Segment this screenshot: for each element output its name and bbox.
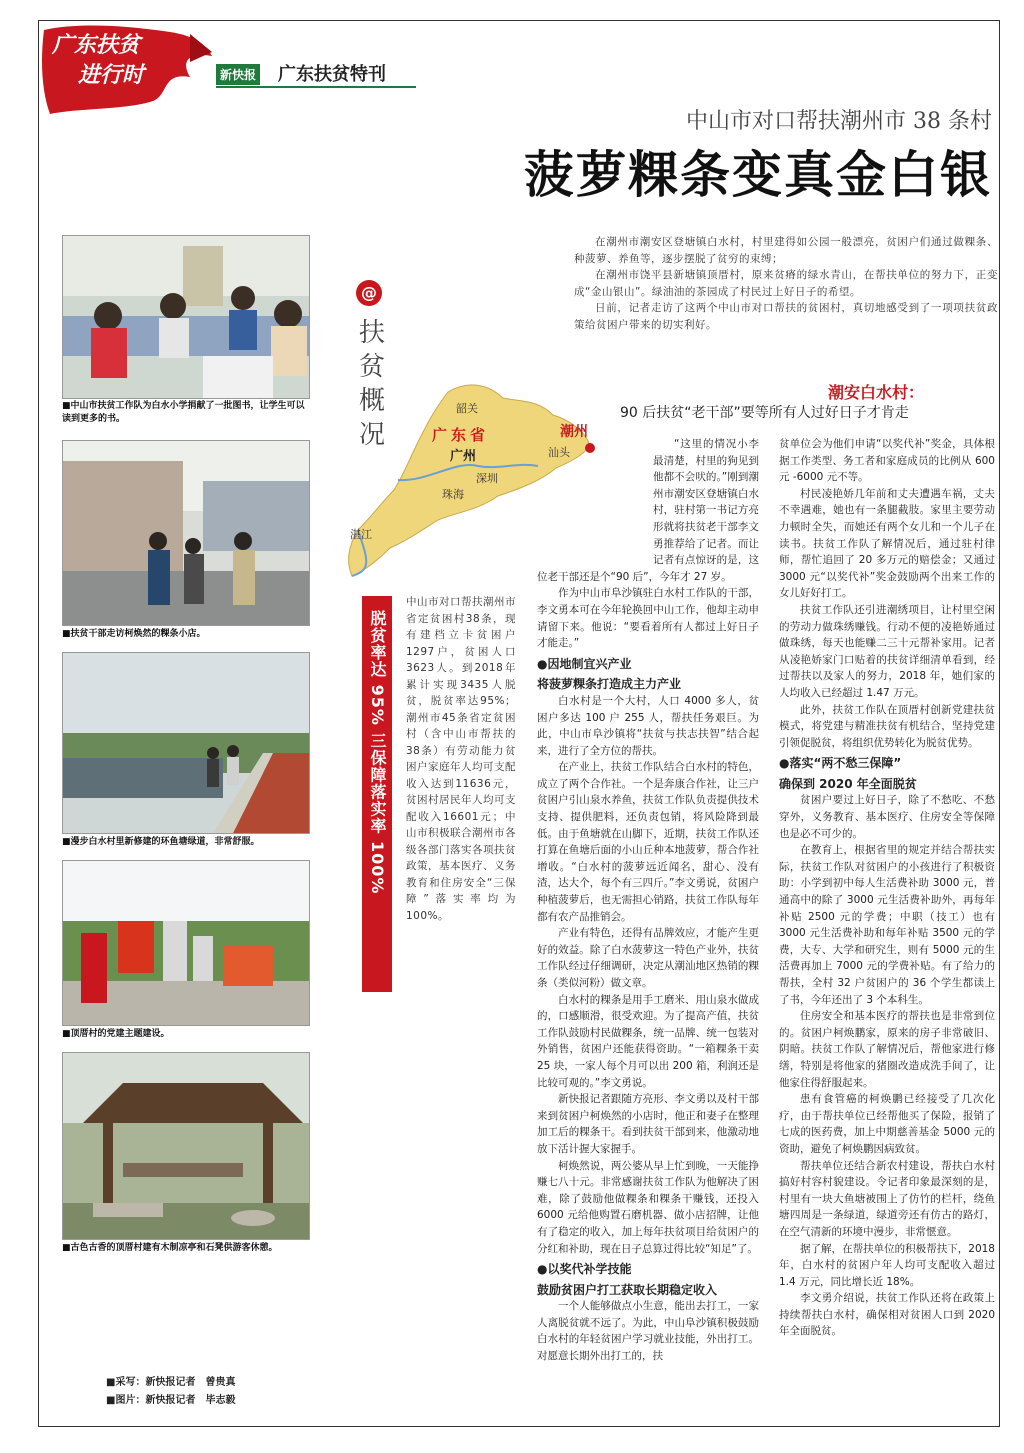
body-paragraph: 作为中山市阜沙镇驻白水村工作队的干部，李文勇本可在今年轮换回中山工作，他却主动申请留下来。他说：“要看着所有人都过上好日子才能走。”	[537, 587, 759, 650]
map-city-chaozhou: 潮州	[560, 424, 588, 440]
body-paragraph: 患有食管癌的柯焕鹏已经接受了几次化疗，由于帮扶单位已经帮他买了保险，报销了七成的医药费，加上中期慈善基金 5000 元的资助，避免了柯焕鹏因病致贫。	[779, 1093, 995, 1155]
brand-title: 广东扶贫特刊	[278, 64, 386, 85]
map-city-zhuhai: 珠海	[442, 488, 464, 501]
subheading: ●以奖代补学技能	[537, 1262, 632, 1277]
subheading: ●因地制宜兴产业	[537, 656, 632, 671]
map-city-shaoguan: 韶关	[456, 402, 478, 415]
stat-banner-text: 脱贫率达 95% 三保障落实率 100%	[368, 610, 387, 895]
subheading: 确保到 2020 年全面脱贫	[779, 776, 917, 791]
subheading: 将菠萝粿条打造成主力产业	[537, 677, 682, 692]
photo-credit: ■图片：新快报记者 毕志毅	[106, 1395, 236, 1406]
body-paragraph: 村民凌艳娇几年前和丈夫遭遇车祸，丈夫不幸遇难，她也有一条腿截肢。家里主要劳动力顿时全失，而她还有两个女儿和一个儿子在读书。扶贫工作队了解情况后，通过驻村律师，帮忙追回了 20 多万元的赔偿金；又通过 3000 元“以奖代补”奖金鼓励两个出来工作的女儿好好打工。	[779, 487, 995, 600]
body-paragraph: 帮扶单位还结合新农村建设，帮扶白水村搞好村容村貌建设。令记者印象最深刻的是，村里有一块大鱼塘被围上了仿竹的栏杆，绕鱼塘四周是一条绿道，绿道旁还有仿古的路灯，在空气清新的环境中漫步，非常惬意。	[779, 1159, 995, 1238]
article-column-1	[537, 436, 759, 1365]
photo-shop-visit	[62, 440, 310, 626]
body-paragraph: 柯焕然说，两公婆从早上忙到晚，一天能挣赚七八十元。非常感谢扶贫工作队为他解决了困难，除了鼓励他做粿条和粿条干赚钱，还投入 6000 元给他购置石磨机器、做小店招牌，让他有了稳定的收入，加上每年扶贫项目给贫困户的分红和补助，现在日子总算过得比较“知足”了。	[537, 1159, 759, 1255]
map-float-spacer	[537, 436, 653, 566]
photo-pavilion	[62, 1052, 310, 1240]
section-subtitle: 90 后扶贫“老干部”要等所有人过好日子才肯走	[620, 405, 909, 421]
section-vertical-title: 扶贫概况	[358, 318, 385, 450]
photo-caption-5: ■古色古香的顶厝村建有木制凉亭和石凳供游客休憩。	[62, 1243, 278, 1253]
photo-caption-2: ■扶贫干部走访柯焕然的粿条小店。	[62, 629, 206, 639]
poverty-summary: 中山市对口帮扶潮州市省定贫困村38条，现有建档立卡贫困户1297户，贫困人口3623人。到2018年累计实现3435人脱贫，脱贫率达95%；潮州市45条省定贫困村（含中山市帮扶的38条）有劳动能力贫困户家庭年人均可支配收入达到11636元，贫困村居民年人均可支配收入16601元；中山市积极联合潮州市各级各部门落实各项扶贫政策，基本医疗、义务教育和住房安全“三保障”落实率均为100%。	[406, 596, 516, 922]
map-city-shenzhen: 深圳	[476, 472, 498, 485]
subheading: ●落实“两不愁三保障”	[779, 756, 902, 771]
photo-caption-3: ■漫步白水村里新修建的环鱼塘绿道，非常舒服。	[62, 837, 260, 847]
map-city-shantou: 汕头	[548, 446, 570, 459]
body-paragraph: 白水村的粿条是用手工磨米、用山泉水做成的，口感顺滑，很受欢迎。为了提高产值，扶贫工作队鼓励村民做粿条，统一品牌、统一包装对外销售，贫困户还能获得资助。“一箱粿条干卖 25 块，一家人每个月可以出 200 箱，利润还是比较可观的。”李文勇说。	[537, 993, 759, 1089]
body-paragraph: 在产业上，扶贫工作队结合白水村的特色，成立了两个合作社。一个是奔康合作社，让三户贫困户引山泉水养鱼，扶贫工作队负责提供技术支持、提供肥料，还负责包销，将风险降到最低。由于鱼塘就在山脚下，近期，扶贫工作队还打算在鱼塘后面的小山丘种本地菠萝，帮合作社增收。“白水村的菠萝远近闻名，甜心、没有渣，达大个，每个有三四斤。”李文勇说，贫困户种植菠萝后，也无需担心销路，扶贫工作队每年都有农产品推销会。	[537, 761, 759, 923]
brand-logo: 新快报	[216, 64, 260, 85]
body-paragraph: 据了解，在帮扶单位的积极帮扶下，2018 年，白水村的贫困户年人均可支配收入超过 1.4 万元，同比增长近 18%。	[779, 1242, 995, 1288]
banner-title: 广东扶贫 进行时	[52, 32, 145, 88]
body-paragraph: 住房安全和基本医疗的帮扶也是非常到位的。贫困户柯焕鹏家，原来的房子非常破旧、阴暗。扶贫工作队了解情况后，帮他家进行修缮，特别是将他家的猪圈改造成洗手间了，让他家住得舒服起来。	[779, 1010, 995, 1089]
subtitle: 中山市对口帮扶潮州市 38 条村	[686, 109, 992, 134]
map-city-zhanjiang: 湛江	[350, 528, 372, 541]
credits	[106, 1374, 235, 1410]
map-city-guangzhou: 广州	[450, 449, 477, 464]
body-paragraph: “这里的情况小李最清楚，村里的狗见到他都不会吠的。”刚到潮州市潮安区登塘镇白水村，驻村第一书记方亮形就将扶贫老干部李文勇推荐给了记者。而让记者有点惊讶的是，这位老干部还是个“90 后”，今年才 27 岁。	[537, 438, 759, 583]
brand-divider	[216, 86, 416, 88]
photo-library	[62, 235, 310, 399]
photo-greenway	[62, 652, 310, 834]
body-paragraph: 贫困户要过上好日子，除了不愁吃、不愁穿外，义务教育、基本医疗、住房安全等保障也是必不可少的。	[779, 794, 995, 840]
lead-paragraphs	[574, 234, 998, 333]
body-paragraph: 产业有特色，还得有品牌效应，才能产生更好的效益。除了白水菠萝这一特色产业外，扶贫工作队经过仔细调研，决定从潮汕地区热销的粿条（类似河粉）做文章。	[537, 927, 759, 989]
body-paragraph: 新快报记者跟随方亮形、李文勇以及村干部来到贫困户柯焕然的小店时，他正和妻子在整理加工后的粿条干。看到扶贫干部到来，他激动地放下活计握大家握手。	[537, 1093, 759, 1155]
photo-party-building	[62, 860, 310, 1026]
body-paragraph: 贫单位会为他们申请“以奖代补”奖金，具体根据工作类型、务工者和家庭成员的比例从 600 元 -6000 元不等。	[779, 438, 995, 484]
subheading: 鼓励贫困户打工获取长期稳定收入	[537, 1282, 718, 1297]
body-paragraph: 白水村是一个大村，人口 4000 多人，贫困户多达 100 户 255 人，帮扶任务艰巨。为此，中山市阜沙镇将“扶贫与扶志扶智”结合起来，进行了全方位的帮扶。	[537, 694, 759, 757]
headline: 菠萝粿条变真金白银	[524, 145, 992, 204]
body-paragraph: 扶贫工作队还引进潮绣项目，让村里空闲的劳动力做珠绣赚钱。行动不便的凌艳娇通过做珠绣，每天也能赚二三十元帮补家用。记者从凌艳娇家门口贴着的扶贫详细清单看到，经过帮扶以及家人的努力，2018 年，她们家的人均收入已经超过 1.47 万元。	[779, 603, 995, 699]
section-title: 潮安白水村：	[827, 383, 924, 402]
body-paragraph: 一个人能够做点小生意，能出去打工，一家人离脱贫就不远了。为此，中山阜沙镇积极鼓励白水村的年轻贫困户学习就业技能，外出打工。对愿意长期外出打工的，扶	[537, 1300, 759, 1363]
article-column-2	[779, 436, 995, 1340]
photo-caption-4: ■顶厝村的党建主题建设。	[62, 1029, 170, 1039]
lead-paragraph: 日前，记者走访了这两个中山市对口帮扶的贫困村，真切地感受到了一项项扶贫政策给贫困户带来的切实利好。	[574, 302, 998, 331]
lead-paragraph: 在潮州市饶平县新塘镇顶厝村，原来贫瘠的绿水青山，在帮扶单位的努力下，正变成“金山银山”。绿油油的茶园成了村民过上好日子的希望。	[574, 269, 998, 298]
photo-caption-1: ■中山市扶贫工作队为白水小学捐献了一批图书，让学生可以读到更多的书。	[62, 401, 305, 424]
writer-credit: ■采写：新快报记者 曾贵真	[106, 1377, 236, 1388]
at-icon: @	[356, 280, 382, 306]
body-paragraph: 李文勇介绍说，扶贫工作队还将在政策上持续帮扶白水村，确保相对贫困人口到 2020 年全面脱贫。	[779, 1292, 995, 1338]
lead-paragraph: 在潮州市潮安区登塘镇白水村，村里建得如公园一般漂亮，贫困户们通过做粿条、种菠萝、养鱼等，逐步摆脱了贫穷的束缚；	[574, 236, 998, 265]
map-province-label: 广东省	[432, 426, 490, 444]
stat-banner	[362, 596, 392, 992]
body-paragraph: 此外，扶贫工作队在顶厝村创新党建扶贫模式，将党建与精准扶贫有机结合，坚持党建引领促脱贫，将组织优势转化为脱贫优势。	[779, 703, 995, 749]
body-paragraph: 在教育上，根据省里的规定并结合帮扶实际，扶贫工作队对贫困户的小孩进行了积极资助：小学到初中每人生活费补助 3000 元，普通高中的除了 3000 元生活费补助外，再每年补贴 2500 元的学费；中职（技工）也有 3000 元生活费补助和每年补贴 3500 元的学费，大专、大学和研究生，则有 5000 元的生活费再加上 7000 元的学费补贴。有了给力的帮扶，全村 32 户贫困户的 36 个学生都读上了书，今年还出了 3 个本科生。	[779, 844, 995, 1006]
